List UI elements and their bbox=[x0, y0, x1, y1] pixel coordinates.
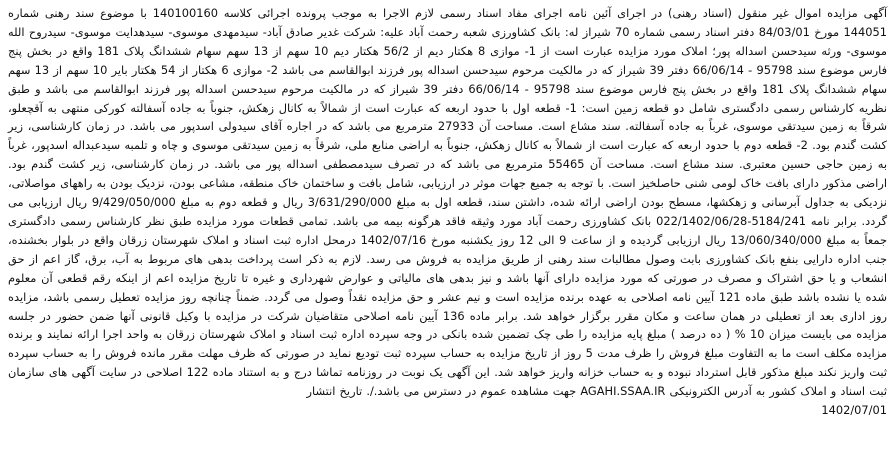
auction-notice-body: آگهی مزایده اموال غیر منقول (اسناد رهنی) در اجرای آئین نامه اجرای مفاد اسناد رسمی لازم الاجرا به موجب پرونده اجرائی کلاسه 140100160 با موضوع سند رهنی شماره 144051 مورخ 84/03/01 دفتر اسناد رسمی شماره 70 شیراز له: بانک کشاورزی شعبه رحمت آباد علیه: شرکت غدیر صادق آباد- سیدمهدی موسوی- سیدهدایت موسوی- سیدروح الله موسوی- ورثه سیدحسن اسداله پور؛ املاک مورد مزایده عبارت است از 1- موازی 8 هکتار دیم از 56/2 هکتار دیم 10 سهم از 13 سهم سهام ششدانگ پلاک 181 واقع در بخش پنج فارس موضوع سند 95798 - 66/06/14 دفتر 39 شیراز که در مالکیت مرحوم سیدحسن اسداله پور فرزند ابوالقاسم می باشد 2- موازی 6 هکتار از 54 هکتار بایر 10 سهم از 13 سهم سهام ششدانگ پلاک 181 واقع در بخش پنج فارس موضوع سند 95798 - 66/06/14 دفتر 39 شیراز که در مالکیت مرحوم سیدحسن اسداله پور فرزند ابوالقاسم می باشد و طبق نظریه کارشناس رسمی دادگستری شامل دو قطعه زمین است: 1- قطعه اول با حدود اربعه که عبارت است از شمالاً به کانال زهکش، جنوباً به جاده آسفالته کورکی منتهی به آقچعلو، شرقاً به زمین سیدتقی موسوی، غرباً به جاده آسفالته. سند مشاع است. مساحت آن 27933 مترمربع می باشد که در اجاره آقای سیدولی اسدپور می باشد. در زمان کارشناسی، زیر کشت گندم بود. 2- قطعه دوم با حدود اربعه که عبارت است از شمالاً به کانال زهکش، جنوباً به اراضی منابع ملی، شرقاً به زمین سیدتقی موسوی و چاه و تلمبه سیدعبداله اسدپور، غرباً به زمین حاجی حسین معتبری. سند مشاع است. مساحت آن 55465 مترمربع می باشد که در تصرف سیدمصطفی اسداله پور می باشد. در زمان کارشناسی، زیر کشت گندم بود. اراضی مذکور دارای بافت خاک لومی شنی حاصلخیز است. با توجه به جمیع جهات موثر در ارزیابی، شامل بافت و ساختمان خاک منطقه، مشاعی بودن، نزدیک بودن به راههای مواصلاتی، نزدیکی به جداول آبرسانی و زهکشها، مسطح بودن اراضی ارائه شده، داشتن سند، قطعه اول به مبلغ 3/631/290/000 ریال و قطعه دوم به مبلغ 9/429/050/000 ریال ارزیابی می گردد. برابر نامه 5184/241-022/1402/06/28 بانک کشاورزی رحمت آباد مورد وثیقه فاقد هرگونه بیمه می باشد. تمامی قطعات مورد مزایده طبق نظر کارشناس رسمی دادگستری جمعاً به مبلغ 13/060/340/000 ریال ارزیابی گردیده و از ساعت 9 الی 12 روز یکشنبه مورخ 1402/07/16 درمحل اداره ثبت اسناد و املاک شهرستان زرقان واقع در بلوار بخشنده، جنب اداره دارایی بنفع بانک کشاورزی بابت وصول مطالبات سند رهنی از طریق مزایده به فروش می رسد. لازم به ذکر است پرداخت بدهی های مربوط به آب، برق، گاز اعم از حق انشعاب و یا حق اشتراک و مصرف در صورتی که مورد مزایده دارای آنها باشد و نیز بدهی های مالیاتی و عوارض شهرداری و غیره تا تاریخ مزایده اعم از اینکه رقم قطعی آن معلوم شده یا نشده باشد طبق ماده 121 آیین نامه اصلاحی به عهده برنده مزایده است و نیم عشر و حق مزایده نقداً وصول می گردد. ضمناً چنانچه روز مزایده تعطیل رسمی باشد، مزایده روز اداری بعد از تعطیلی در همان ساعت و مکان مقرر برگزار خواهد شد. برابر ماده 136 آیین نامه اصلاحی متقاضیان شرکت در مزایده با وکیل قانونی آنها ضمن حضور در جلسه مزایده می بایست میزان 10 % ( ده درصد ) مبلغ پایه مزایده را طی چک تضمین شده بانکی در وجه سپرده اداره ثبت اسناد و املاک شهرستان زرقان به واحد اجرا ارائه نمایند و برنده مزایده مکلف است ما به التفاوت مبلغ فروش را ظرف مدت 5 روز از تاریخ مزایده به حساب سپرده ثبت تودیع نماید در صورتی که ظرف مهلت مقرر مانده فروش را به حساب سپرده ثبت واریز نکند مبلغ مذکور قابل استرداد نبوده و به حساب خزانه واریز خواهد شد. این آگهی یک نوبت در روزنامه تماشا درج و به استناد ماده 122 اصلاحی در سایت آگهی های سازمان ثبت اسناد و املاک کشور به آدرس الکترونیکی AGAHI.SSAA.IR جهت مشاهده عموم در دسترس می باشد./. تاریخ انتشار bbox=[8, 6, 888, 399]
publish-date: 1402/07/01 bbox=[821, 403, 887, 418]
